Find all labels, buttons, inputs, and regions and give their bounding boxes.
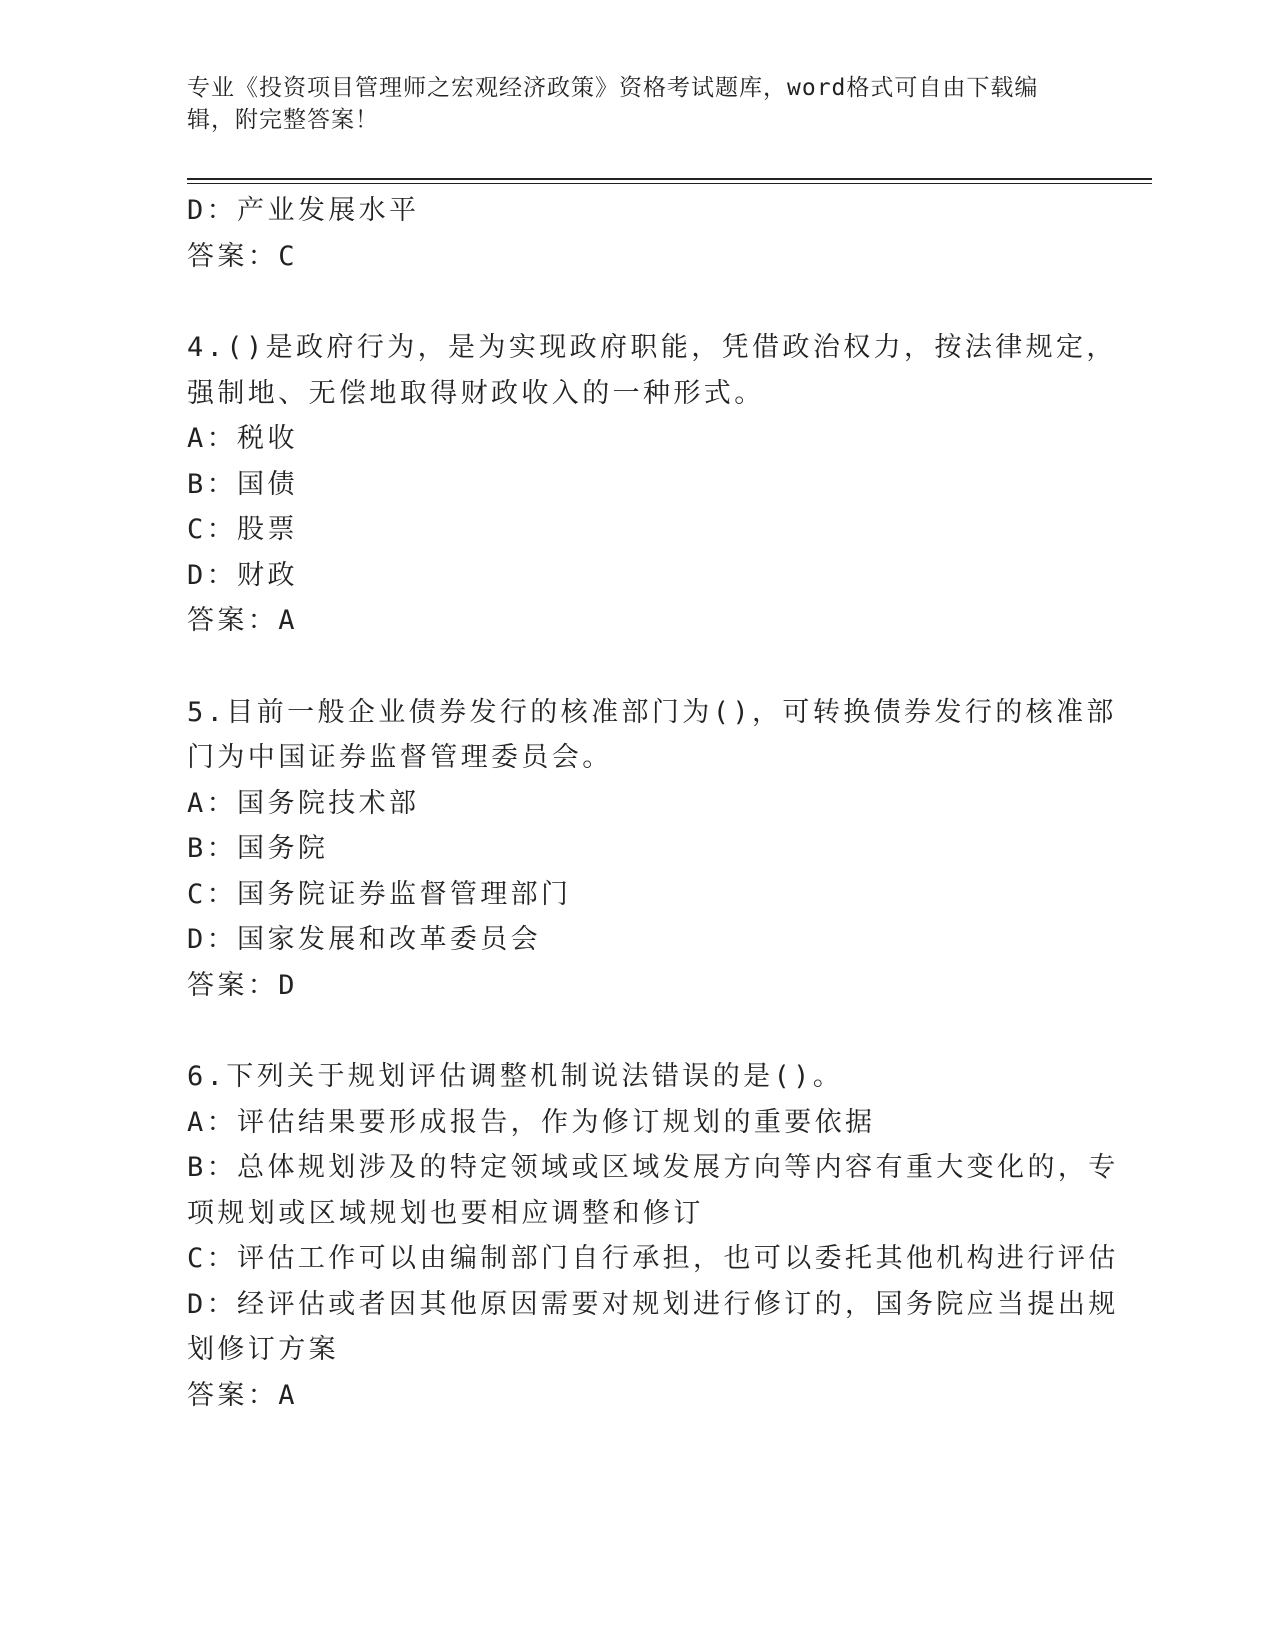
- header-rule-thin: [187, 183, 1152, 184]
- header-line-1: 专业《投资项目管理师之宏观经济政策》资格考试题库，word格式可自由下载编: [187, 75, 1039, 101]
- question-stem-line: 门为中国证券监督管理委员会。: [187, 742, 613, 773]
- page-header: [187, 72, 1087, 136]
- option-line: A：评估结果要形成报告，作为修订规划的重要依据: [187, 1106, 876, 1138]
- question-spacer: [187, 279, 1087, 325]
- option-line: A：国务院技术部: [187, 787, 420, 819]
- answer-line: 答案：A: [187, 1379, 298, 1411]
- option-line: B：国债: [187, 468, 298, 500]
- question-content: [187, 188, 1119, 1418]
- option-line: 项规划或区域规划也要相应调整和修订: [187, 1197, 704, 1229]
- option-line: C：股票: [187, 514, 298, 545]
- option-line: D：财政: [187, 559, 298, 591]
- question-block: [187, 325, 1117, 644]
- question-spacer: [187, 1008, 1087, 1054]
- question-stem-line: 6.下列关于规划评估调整机制说法错误的是()。: [187, 1061, 844, 1092]
- option-d: D：产业发展水平: [187, 195, 420, 226]
- option-line: C：评估工作可以由编制部门自行承担，也可以委托其他机构进行评估: [187, 1243, 1119, 1274]
- question-spacer: [187, 644, 1087, 690]
- question-stem-line: 强制地、无偿地取得财政收入的一种形式。: [187, 377, 765, 409]
- header-rule-thick: [187, 178, 1152, 180]
- answer-line: 答案：A: [187, 605, 298, 636]
- answer-line: 答案：D: [187, 969, 298, 1001]
- option-line: A：税收: [187, 423, 298, 454]
- option-line: B：总体规划涉及的特定领域或区域发展方向等内容有重大变化的，专: [187, 1152, 1119, 1183]
- answer-line: 答案：C: [187, 240, 298, 272]
- option-line: D：经评估或者因其他原因需要对规划进行修订的，国务院应当提出规: [187, 1288, 1119, 1320]
- carryover-block: [187, 188, 1087, 279]
- question-list: [187, 279, 1119, 1418]
- header-line-2: 辑，附完整答案！: [187, 107, 379, 133]
- option-line: C：国务院证券监督管理部门: [187, 878, 572, 910]
- question-stem-line: 5.目前一般企业债券发行的核准部门为()，可转换债券发行的核准部: [187, 696, 1117, 728]
- question-block: [187, 1054, 1119, 1418]
- option-line: D：国家发展和改革委员会: [187, 924, 542, 955]
- question-block: [187, 690, 1117, 1009]
- question-stem-line: 4.()是政府行为，是为实现政府职能，凭借政治权力，按法律规定，: [187, 332, 1117, 363]
- option-line: 划修订方案: [187, 1334, 339, 1365]
- option-line: B：国务院: [187, 833, 329, 864]
